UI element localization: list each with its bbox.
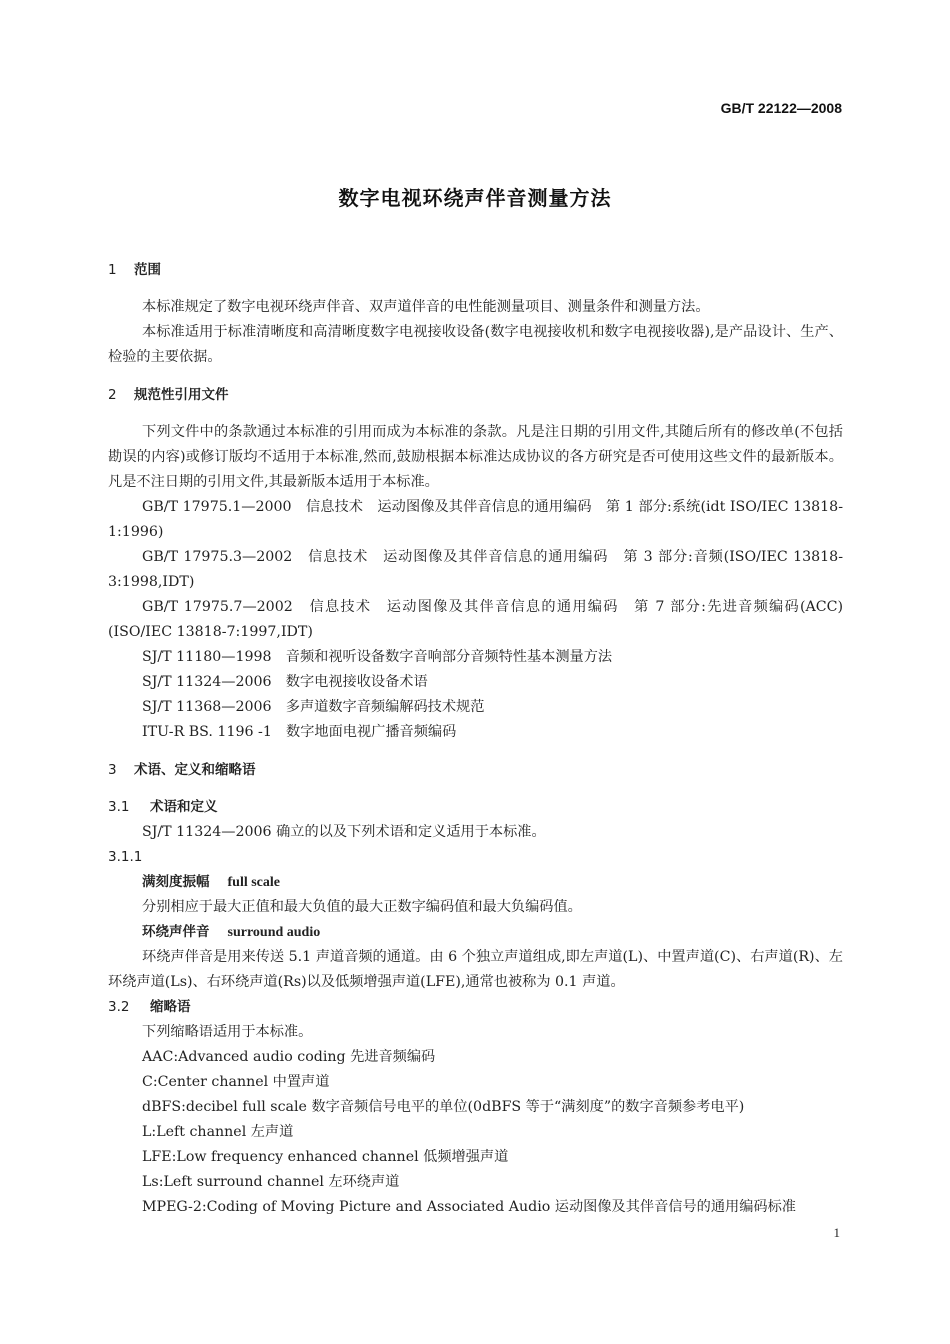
section-title: 规范性引用文件 bbox=[134, 387, 229, 403]
page-number: 1 bbox=[833, 1225, 840, 1240]
document-body bbox=[108, 258, 843, 1220]
abbreviation-item: Ls:Left surround channel 左环绕声道 bbox=[142, 1174, 400, 1190]
paragraph: 下列文件中的条款通过本标准的引用而成为本标准的条款。凡是注日期的引用文件,其随后所有的修改单(不包括勘误的内容)或修订版均不适用于本标准,然而,鼓励根据本标准达成协议的各方研究是否可使用这些文件的最新版本。凡是不注日期的引用文件,其最新版本适用于本标准。 bbox=[108, 424, 843, 490]
term-definition: 分别相应于最大正值和最大负值的最大正数字编码值和最大负编码值。 bbox=[142, 899, 582, 915]
clause-3-1-1-number: 3.1.1 bbox=[108, 849, 143, 865]
paragraph: SJ/T 11324—2006 确立的以及下列术语和定义适用于本标准。 bbox=[142, 824, 546, 840]
abbreviation-item: MPEG-2:Coding of Moving Picture and Associated Audio 运动图像及其伴音信号的通用编码标准 bbox=[142, 1199, 796, 1215]
section-title: 术语、定义和缩略语 bbox=[134, 762, 256, 778]
standard-number: GB/T 22122—2008 bbox=[720, 100, 842, 116]
reference-item: GB/T 17975.7—2002 信息技术 运动图像及其伴音信息的通用编码 第 7 部分:先进音频编码(ACC)(ISO/IEC 13818-7:1997,IDT) bbox=[108, 599, 843, 640]
term-chinese: 满刻度振幅 bbox=[142, 874, 210, 890]
subsection-number: 3.1 bbox=[108, 799, 130, 815]
term-chinese: 环绕声伴音 bbox=[142, 924, 210, 940]
term-definition: 环绕声伴音是用来传送 5.1 声道音频的通道。由 6 个独立声道组成,即左声道(L)、中置声道(C)、右声道(R)、左环绕声道(Ls)、右环绕声道(Rs)以及低频增强声道(LFE),通常也被称为 0.1 声道。 bbox=[108, 949, 843, 990]
reference-item: GB/T 17975.1—2000 信息技术 运动图像及其伴音信息的通用编码 第 1 部分:系统(idt ISO/IEC 13818-1:1996) bbox=[108, 499, 843, 540]
abbreviation-item: C:Center channel 中置声道 bbox=[142, 1074, 330, 1090]
reference-item: ITU-R BS. 1196 -1 数字地面电视广播音频编码 bbox=[142, 724, 457, 740]
reference-item: SJ/T 11368—2006 多声道数字音频编解码技术规范 bbox=[142, 699, 485, 715]
subsection-number: 3.2 bbox=[108, 999, 130, 1015]
section-number: 3 bbox=[108, 762, 117, 778]
term-entry bbox=[108, 870, 843, 895]
subsection-3-1-heading bbox=[108, 795, 843, 820]
abbreviation-item: L:Left channel 左声道 bbox=[142, 1124, 294, 1140]
term-english: surround audio bbox=[227, 925, 321, 940]
section-1-heading bbox=[108, 258, 843, 283]
reference-item: GB/T 17975.3—2002 信息技术 运动图像及其伴音信息的通用编码 第 3 部分:音频(ISO/IEC 13818-3:1998,IDT) bbox=[108, 549, 843, 590]
section-2-heading bbox=[108, 383, 843, 408]
paragraph: 本标准适用于标准清晰度和高清晰度数字电视接收设备(数字电视接收机和数字电视接收器),是产品设计、生产、检验的主要依据。 bbox=[108, 324, 843, 365]
section-3-heading bbox=[108, 758, 843, 783]
abbreviation-item: dBFS:decibel full scale 数字音频信号电平的单位(0dBFS 等于“满刻度”的数字音频参考电平) bbox=[142, 1099, 745, 1115]
subsection-3-2-heading bbox=[108, 995, 843, 1020]
paragraph: 本标准规定了数字电视环绕声伴音、双声道伴音的电性能测量项目、测量条件和测量方法。 bbox=[142, 299, 710, 315]
section-number: 1 bbox=[108, 262, 117, 278]
section-number: 2 bbox=[108, 387, 117, 403]
document-title: 数字电视环绕声伴音测量方法 bbox=[338, 186, 612, 210]
paragraph: 下列缩略语适用于本标准。 bbox=[142, 1024, 313, 1040]
subsection-title: 缩略语 bbox=[150, 999, 191, 1015]
term-english: full scale bbox=[227, 875, 280, 890]
abbreviation-item: LFE:Low frequency enhanced channel 低频增强声道 bbox=[142, 1149, 509, 1165]
term-entry bbox=[108, 920, 843, 945]
subsection-title: 术语和定义 bbox=[150, 799, 218, 815]
reference-item: SJ/T 11324—2006 数字电视接收设备术语 bbox=[142, 674, 428, 690]
section-title: 范围 bbox=[134, 262, 161, 278]
abbreviation-item: AAC:Advanced audio coding 先进音频编码 bbox=[142, 1049, 436, 1065]
reference-item: SJ/T 11180—1998 音频和视听设备数字音响部分音频特性基本测量方法 bbox=[142, 649, 613, 665]
